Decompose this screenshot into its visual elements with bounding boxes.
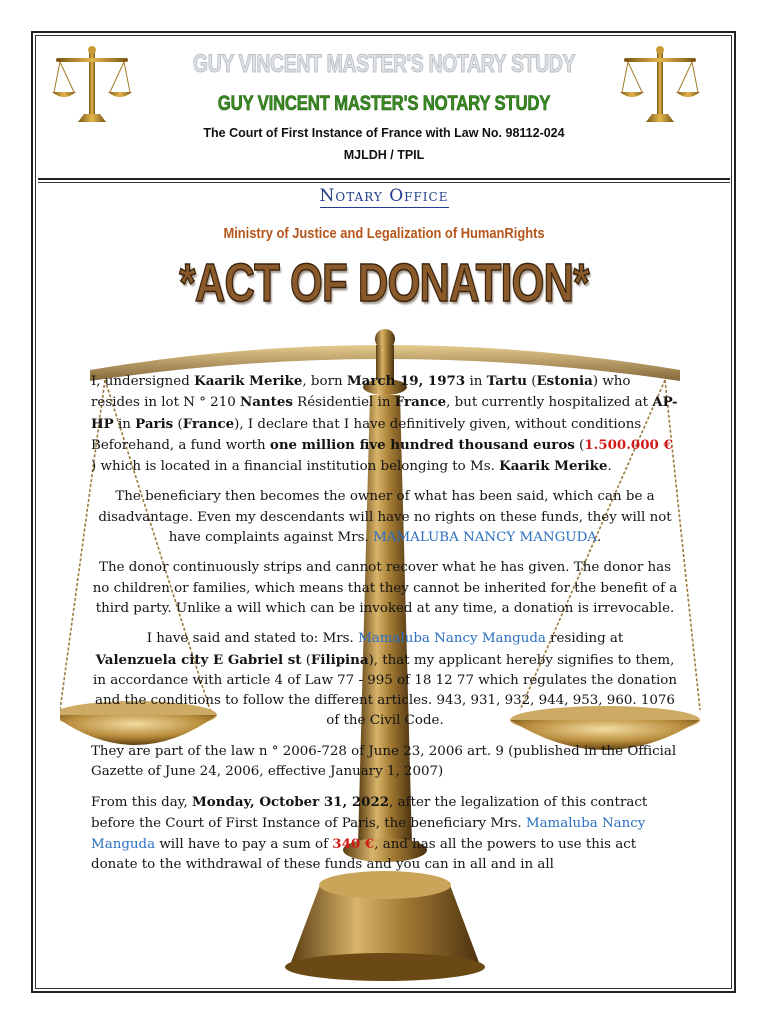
paragraph-law: They are part of the law n ° 2006-728 of June 23, 2006 art. 9 (published in the Official Gazette of June 24, 2006, effective January 1, 2007) (91, 743, 677, 780)
paragraph-declaration: I, undersigned Kaarik Merike, born March 19, 1973 in Tartu (Estonia) who resides in lot N ° 210 Nantes Résidentiel in France, but currently hospitalized at AP-HP in Paris (France), I declare that I have definitively given, without conditions Beforehand, a fund worth one million five hundred thousand euros (1.500.000 € ) which is located in a financial institution belonging to Ms. Kaarik Merike. (91, 373, 678, 475)
header-divider (38, 182, 730, 183)
paragraph-payment: From this day, Monday, October 31, 2022, after the legalization of this contract before the Court of First Instance of Paris, the beneficiary Mrs. Mamaluba Nancy Manguda will have to pay a sum of 340 €, and has all the powers to use this act donate to the withdrawal of these funds and you can in all and in all (91, 794, 648, 873)
fee-amount: 340 € (332, 835, 375, 852)
paragraph-irrevocable: The donor continuously strips and cannot recover what he has given. The donor has no children or families, which means that they cannot be inherited for the benefit of a third party. Unlike a will which can be invoked at any time, a donation is irrevocable. (92, 560, 678, 616)
donor-name: Kaarik Merike (194, 373, 303, 389)
court-line: The Court of First Instance of France with Law No. 98112-024 (203, 126, 565, 140)
beneficiary-address: Valenzuela city E Gabriel st (95, 651, 302, 668)
amount-words: one million five hundred thousand euros (269, 436, 575, 453)
study-title: GUY VINCENT MASTER'S NOTARY STUDY (217, 92, 551, 115)
notary-office-heading (0, 186, 768, 206)
document-title: *ACT OF DONATION* (179, 253, 589, 313)
document-body (91, 371, 679, 886)
ghost-title: GUY VINCENT MASTER'S NOTARY STUDY (192, 50, 576, 78)
paragraph-beneficiary: The beneficiary then becomes the owner of what has been said, which can be a disadvantage. Even my descendants will have no rights on these funds, they will not have complaints against Mrs. MAMALUBA NANCY MANGUDA. (98, 489, 672, 546)
notary-office-text: Notary Office (319, 186, 449, 206)
donor-birthdate: March 19, 1973 (346, 373, 466, 389)
beneficiary-name: MAMALUBA NANCY MANGUDA (373, 530, 597, 546)
code-line: MJLDH / TPIL (343, 148, 425, 162)
paragraph-statement: I have said and stated to: Mrs. Mamaluba Nancy Manguda residing at Valenzuela city E Gabriel st (Filipina), that my applicant hereby signifies to them, in accordance with article 4 of Law 77 - 995 of 18 12 77 which regulates the donation and the conditions to follow the different articles. 943, 931, 932, 944, 953, 960. 1076 of the Civil Code. (93, 631, 677, 729)
donation-amount: 1.500.000 € (584, 436, 673, 453)
contract-date: Monday, October 31, 2022 (191, 794, 390, 811)
ministry-heading: Ministry of Justice and Legalization of HumanRights (223, 225, 545, 242)
